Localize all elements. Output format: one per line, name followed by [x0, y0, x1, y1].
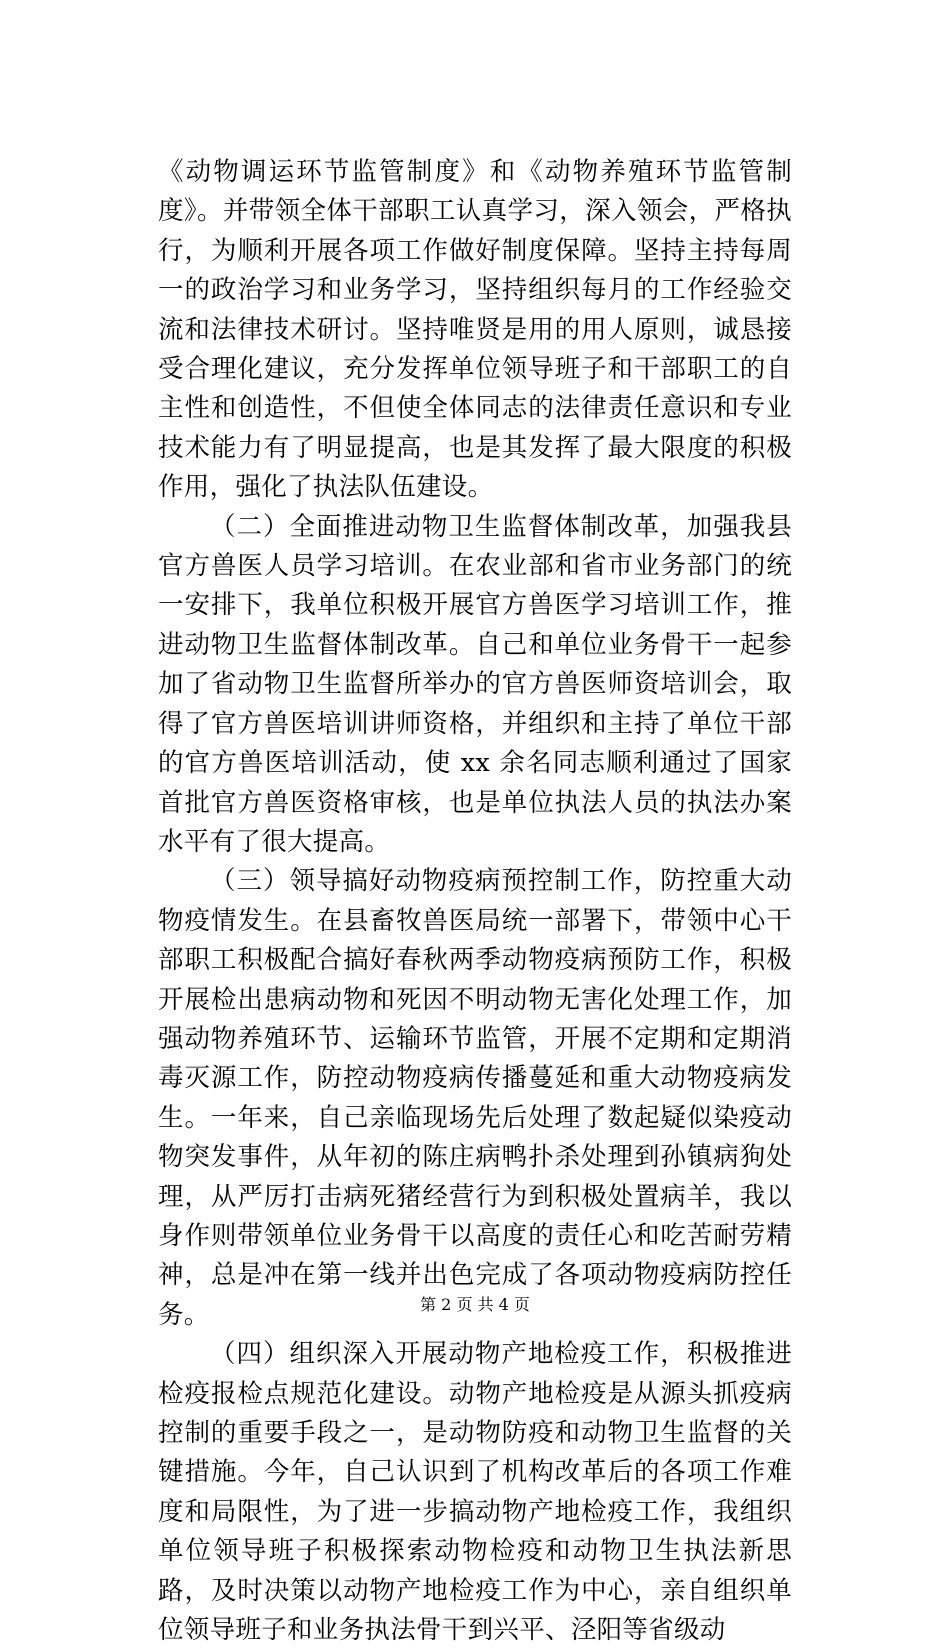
page-footer: 第 2 页 共 4 页: [420, 1295, 530, 1314]
paragraph-2: （二）全面推进动物卫生监督体制改革，加强我县官方兽医人员学习培训。在农业部和省市业务部门的统一安排下，我单位积极开展官方兽医学习培训工作，推进动物卫生监督体制改革。自己和单位业务骨干一起参加了省动物卫生监督所举办的官方兽医师资培训会，取得了官方兽医培训讲师资格，并组织和主持了单位干部的官方兽医培训活动，使 xx 余名同志顺利通过了国家首批官方兽医资格审核，也是单位执法人员的执法办案水平有了很大提高。: [158, 511, 792, 857]
paragraph-1: 《动物调运环节监管制度》和《动物养殖环节监管制度》。并带领全体干部职工认真学习，深入领会，严格执行，为顺利开展各项工作做好制度保障。坚持主持每周一的政治学习和业务学习，坚持组织每月的工作经验交流和法律技术研讨。坚持唯贤是用的用人原则，诚恳接受合理化建议，充分发挥单位领导班子和干部职工的自主性和创造性，不但使全体同志的法律责任意识和专业技术能力有了明显提高，也是其发挥了最大限度的积极作用，强化了执法队伍建设。: [158, 157, 792, 503]
paragraph-4: （四）组织深入开展动物产地检疫工作，积极推进检疫报检点规范化建设。动物产地检疫是从源头抓疫病控制的重要手段之一，是动物防疫和动物卫生监督的关键措施。今年，自己认识到了机构改革后的各项工作难度和局限性，为了进一步搞动物产地检疫工作，我组织单位领导班子积极探索动物检疫和动物卫生执法新思路，及时决策以动物产地检疫工作为中心，亲自组织单位领导班子和业务执法骨干到兴平、泾阳等省级动: [158, 1339, 792, 1646]
paragraph-3: （三）领导搞好动物疫病预控制工作，防控重大动物疫情发生。在县畜牧兽医局统一部署下，带领中心干部职工积极配合搞好春秋两季动物疫病预防工作，积极开展检出患病动物和死因不明动物无害化处理工作，加强动物养殖环节、运输环节监管，开展不定期和定期消毒灭源工作，防控动物疫病传播蔓延和重大动物疫病发生。一年来，自己亲临现场先后处理了数起疑似染疫动物突发事件，从年初的陈庄病鸭扑杀处理到孙镇病狗处理，从严厉打击病死猪经营行为到积极处置病羊，我以身作则带领单位业务骨干以高度的责任心和吃苦耐劳精神，总是冲在第一线并出色完成了各项动物疫病防控任务。: [158, 866, 792, 1330]
document-body: [158, 153, 792, 1650]
